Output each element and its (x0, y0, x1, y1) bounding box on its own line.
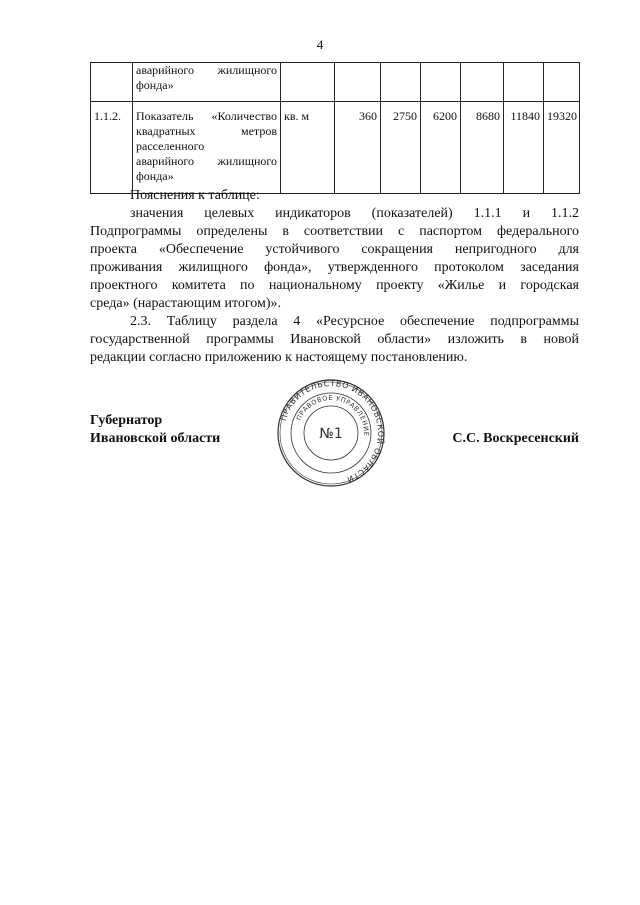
notes-line: значения целевых индикаторов (показателей) 1.1.1 и 1.1.2 (130, 206, 579, 221)
table-row (91, 102, 580, 194)
indicator-description (133, 102, 281, 194)
seal-outer-text: ПРАВИТЕЛЬСТВО ИВАНОВСКОЙ ОБЛАСТИ (278, 378, 386, 485)
indicator-value: 360 (335, 102, 381, 194)
official-seal-icon (276, 378, 386, 488)
description-line: квадратных метров (136, 124, 277, 138)
notes-line: проектного комитета по национальному проекту «Жилье и городская (90, 278, 579, 293)
description-line: аварийного жилищного (136, 154, 277, 168)
table-cell (91, 63, 133, 102)
description-line: Показатель «Количество (136, 109, 277, 123)
indicator-value: 2750 (381, 102, 421, 194)
clause-line: 2.3. Таблицу раздела 4 «Ресурсное обеспечение подпрограммы (130, 314, 579, 329)
indicators-table (90, 62, 580, 194)
indicator-value: 11840 (504, 102, 544, 194)
table-notes (90, 187, 579, 313)
page-number: 4 (316, 37, 324, 52)
table-row (91, 63, 580, 102)
description-line: фонда» (136, 169, 174, 183)
table-cell (461, 63, 504, 102)
description-line: аварийного жилищного (136, 63, 277, 77)
notes-line: Подпрограммы определены в соответствии с паспортом федерального (90, 224, 579, 239)
indicator-value: 6200 (421, 102, 461, 194)
indicator-number: 1.1.2. (91, 102, 133, 194)
table-cell (335, 63, 381, 102)
indicator-description (133, 63, 281, 102)
clause-2-3 (90, 313, 579, 367)
description-line: фонда» (136, 78, 174, 92)
notes-line: среда» (нарастающим итогом)». (90, 296, 282, 311)
indicator-value: 8680 (461, 102, 504, 194)
signatory-title-line: Губернатор (90, 413, 163, 428)
notes-heading: Пояснения к таблице: (130, 188, 260, 203)
signatory-title-line: Ивановской области (90, 431, 221, 446)
table-cell (504, 63, 544, 102)
table-cell (544, 63, 580, 102)
description-line: расселенного (136, 139, 205, 153)
seal-inner-text: ПРАВОВОЕ УПРАВЛЕНИЕ (294, 393, 371, 437)
signatory-title (90, 412, 220, 448)
table-cell (281, 63, 335, 102)
table-cell (381, 63, 421, 102)
indicator-unit: кв. м (281, 102, 335, 194)
notes-line: проживания жилищного фонда», утвержденного протоколом заседания (90, 260, 579, 275)
clause-line: редакции согласно приложению к настоящему постановлению. (90, 350, 468, 365)
seal-center-text: №1 (319, 426, 343, 442)
indicator-value: 19320 (544, 102, 580, 194)
signatory-name: С.С. Воскресенский (452, 431, 579, 446)
table-cell (421, 63, 461, 102)
notes-line: проекта «Обеспечение устойчивого сокращения непригодного для (90, 242, 579, 257)
clause-line: государственной программы Ивановской области» изложить в новой (90, 332, 579, 347)
